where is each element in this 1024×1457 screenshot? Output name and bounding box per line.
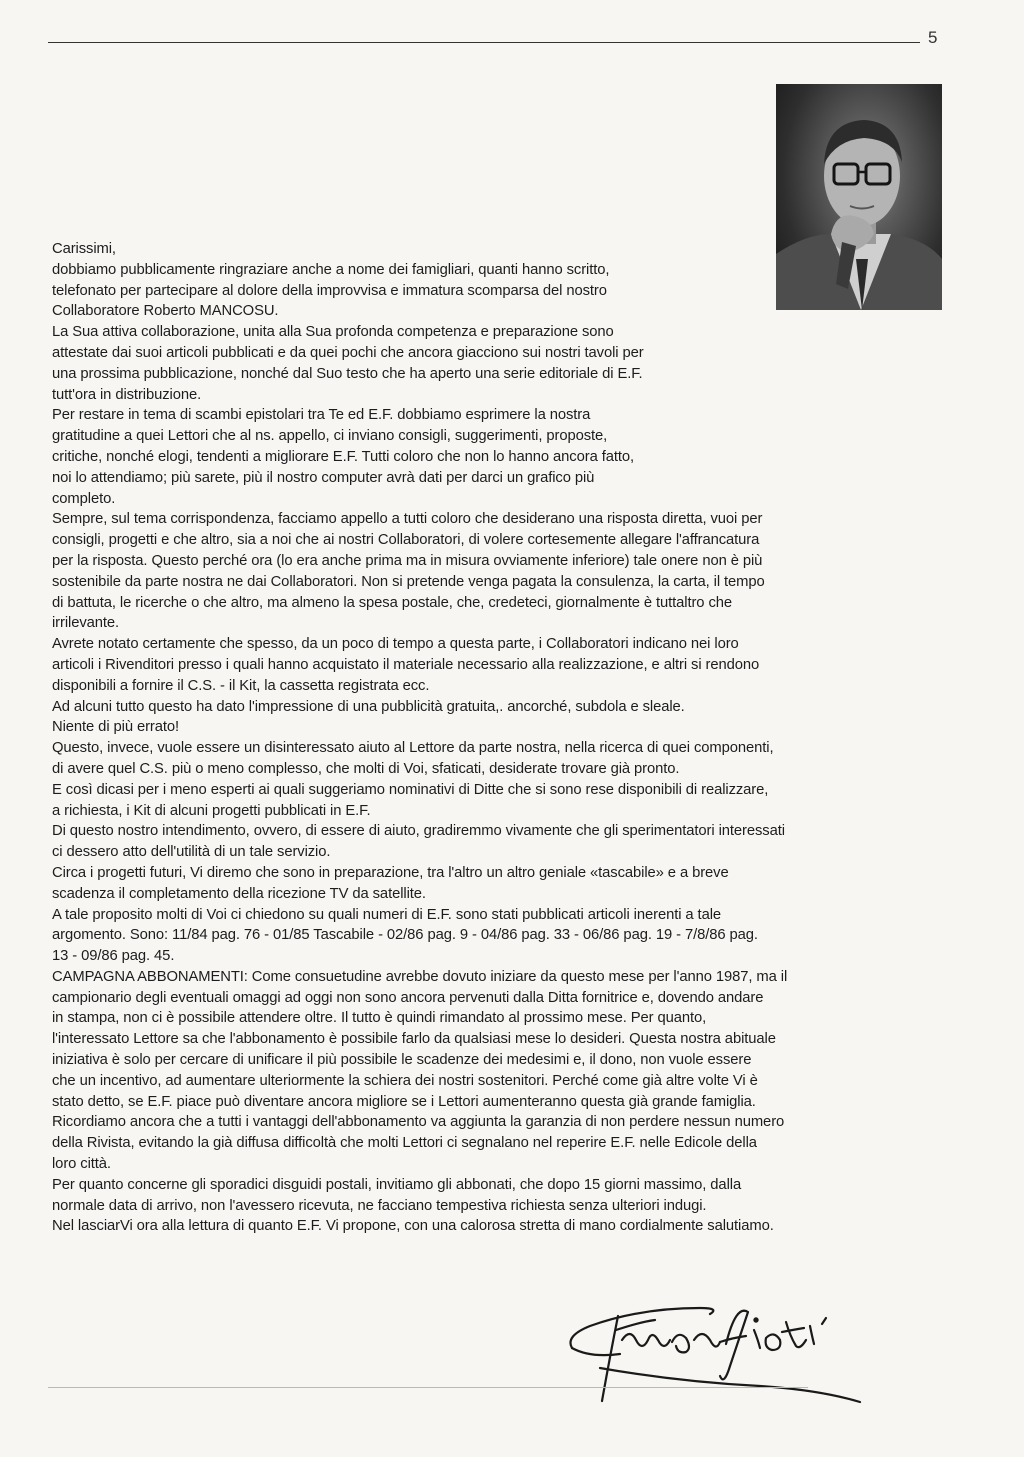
letter-line: tutt'ora in distribuzione.: [52, 386, 202, 403]
letter-line: iniziativa è solo per cercare di unificare il più possibile le scadenze dei medesimi e, il dono, non vuole essere: [52, 1052, 752, 1069]
letter-line: Niente di più errato!: [52, 719, 180, 736]
letter-line: CAMPAGNA ABBONAMENTI: Come consuetudine avrebbe dovuto iniziare da questo mese per l'anno 1987, ma il: [52, 968, 788, 985]
letter-line: La Sua attiva collaborazione, unita alla Sua profonda competenza e preparazione sono: [52, 324, 614, 341]
letter-line: scadenza il completamento della ricezione TV da satellite.: [52, 885, 426, 902]
letter-line: articoli i Rivenditori presso i quali hanno acquistato il materiale necessario alla realizzazione, e altri si rendono: [52, 656, 760, 673]
letter-line: Nel lasciarVi ora alla lettura di quanto E.F. Vi propone, con una calorosa stretta di mano cordialmente salutiamo.: [52, 1218, 774, 1235]
letter-line: disponibili a fornire il C.S. - il Kit, la cassetta registrata ecc.: [52, 677, 430, 694]
letter-line: noi lo attendiamo; più sarete, più il nostro computer avrà dati per darci un grafico più: [52, 469, 595, 486]
letter-line: irrilevante.: [52, 615, 120, 632]
letter-line: gratitudine a quei Lettori che al ns. appello, ci inviano consigli, suggerimenti, proposte,: [52, 428, 608, 445]
top-rule: [48, 42, 920, 43]
letter-line: campionario degli eventuali omaggi ad oggi non sono ancora pervenuti dalla Ditta fornitrice e, dovendo andare: [52, 989, 764, 1006]
signature: [560, 1296, 890, 1411]
letter-line: Di questo nostro intendimento, ovvero, di essere di aiuto, gradiremmo vivamente che gli sperimentatori interessati: [52, 823, 785, 840]
page-number: 5: [928, 28, 938, 47]
letter-line: loro città.: [52, 1156, 111, 1173]
letter-line: Questo, invece, vuole essere un disinteressato aiuto al Lettore da parte nostra, nella ricerca di quei componenti,: [52, 740, 774, 757]
letter-line: Circa i progetti futuri, Vi diremo che sono in preparazione, tra l'altro un altro geniale «tascabile» e a breve: [52, 864, 729, 881]
letter-line: una prossima pubblicazione, nonché dal Suo testo che ha aperto una serie editoriale di E.F.: [52, 365, 643, 382]
letter-line: Avrete notato certamente che spesso, da un poco di tempo a questa parte, i Collaboratori indicano nei loro: [52, 636, 739, 653]
letter-line: l'interessato Lettore sa che l'abbonamento è possibile farlo da qualsiasi mese lo desideri. Questa nostra abituale: [52, 1031, 776, 1048]
letter-line: dobbiamo pubblicamente ringraziare anche a nome dei famigliari, quanti hanno scritto,: [52, 261, 610, 278]
letter-line: Per quanto concerne gli sporadici disguidi postali, invitiamo gli abbonati, che dopo 15 giorni massimo, dalla: [52, 1176, 742, 1193]
letter-line: sostenibile da parte nostra ne dai Collaboratori. Non si pretende venga pagata la consulenza, la carta, il tempo: [52, 573, 765, 590]
letter-line: completo.: [52, 490, 116, 507]
letter-line: di battuta, le ricerche o che altro, ma almeno la spesa postale, che, credeteci, giornalmente è tuttaltro che: [52, 594, 733, 611]
letter-line: Carissimi,: [52, 241, 116, 257]
letter-line: Ad alcuni tutto questo ha dato l'impressione di una pubblicità gratuita,. ancorché, subdola e sleale.: [52, 698, 685, 715]
letter-line: di avere quel C.S. più o meno complesso, che molti di Voi, sfaticati, desiderate trovare già pronto.: [52, 760, 680, 777]
letter-line: critiche, nonché elogi, tendenti a migliorare E.F. Tutti coloro che non lo hanno ancora fatto,: [52, 448, 635, 465]
letter-line: Ricordiamo ancora che a tutti i vantaggi dell'abbonamento va aggiunta la garanzia di non perdere nessun numero: [52, 1114, 785, 1131]
letter-line: attestate dai suoi articoli pubblicati e da quei pochi che ancora giacciono sui nostri tavoli per: [52, 344, 644, 361]
letter-body: [52, 239, 952, 1237]
letter-line: argomento. Sono: 11/84 pag. 76 - 01/85 Tascabile - 02/86 pag. 9 - 04/86 pag. 33 - 06/86 pag. 19 - 7/8/86 pag.: [52, 927, 758, 944]
letter-line: Per restare in tema di scambi epistolari tra Te ed E.F. dobbiamo esprimere la nostra: [52, 407, 591, 424]
letter-line: 13 - 09/86 pag. 45.: [52, 948, 175, 965]
signature-drawing: [560, 1296, 890, 1411]
letter-line: normale data di arrivo, non l'avessero ricevuta, ne facciano tempestiva richiesta senza ulteriori indugi.: [52, 1197, 707, 1214]
letter-line: consigli, progetti e che altro, sia a noi che ai nostri Collaboratori, di volere cortesemente allegare l'affrancatura: [52, 532, 760, 549]
letter-line: telefonato per partecipare al dolore della improvvisa e immatura scomparsa del nostro: [52, 282, 607, 299]
letter-line: a richiesta, i Kit di alcuni progetti pubblicati in E.F.: [52, 802, 371, 819]
letter-line: Sempre, sul tema corrispondenza, facciamo appello a tutti coloro che desiderano una risposta diretta, vuoi per: [52, 511, 763, 528]
letter-line: della Rivista, evitando la già diffusa difficoltà che molti Lettori ci segnalano nel reperire E.F. nelle Edicole della: [52, 1135, 757, 1152]
letter-line: in stampa, non ci è possibile attendere oltre. Il tutto è quindi rimandato al prossimo mese. Per quanto,: [52, 1010, 707, 1027]
letter-line: che un incentivo, ad aumentare ulteriormente la schiera dei nostri sostenitori. Perché come già altre volte Vi è: [52, 1072, 758, 1089]
letter-line: per la risposta. Questo perché ora (lo era anche prima ma in misura ovviamente inferiore) tale onere non è più: [52, 552, 763, 569]
letter-line: Collaboratore Roberto MANCOSU.: [52, 303, 279, 320]
letter-line: ci dessero atto dell'utilità di un tale servizio.: [52, 844, 331, 861]
letter-line: A tale proposito molti di Voi ci chiedono su quali numeri di E.F. sono stati pubblicati articoli inerenti a tale: [52, 906, 722, 923]
letter-line: stato detto, se E.F. piace può diventare ancora migliore se i Lettori aumenteranno questa già grande famiglia.: [52, 1093, 756, 1110]
letter-line: E così dicasi per i meno esperti ai quali suggeriamo nominativi di Ditte che si sono rese disponibili di realizzare,: [52, 781, 769, 798]
bottom-rule: [48, 1387, 808, 1388]
